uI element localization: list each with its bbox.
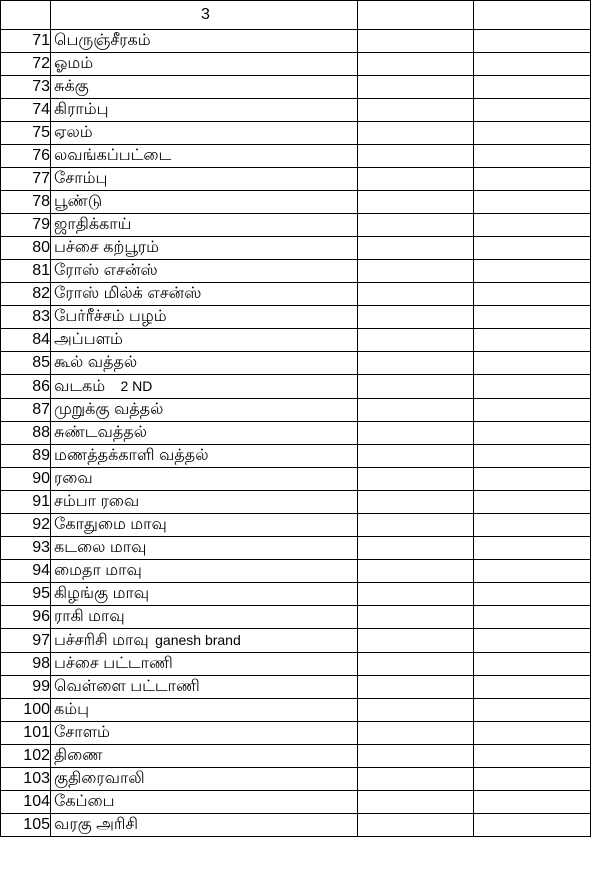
item-name-cell[interactable] — [51, 699, 358, 722]
item-name-cell[interactable] — [51, 99, 358, 122]
row-number-cell[interactable]: 71 — [1, 30, 51, 53]
empty-cell[interactable] — [474, 399, 591, 422]
item-name-cell[interactable] — [51, 583, 358, 606]
empty-cell[interactable] — [474, 699, 591, 722]
item-name-cell[interactable] — [51, 283, 358, 306]
item-name-cell[interactable] — [51, 237, 358, 260]
item-name-cell[interactable] — [51, 653, 358, 676]
table-row — [1, 30, 591, 53]
empty-cell[interactable] — [474, 422, 591, 445]
empty-cell[interactable] — [358, 653, 474, 676]
row-number-cell[interactable]: 88 — [1, 422, 51, 445]
row-number-cell[interactable]: 89 — [1, 445, 51, 468]
row-number-cell[interactable]: 91 — [1, 491, 51, 514]
table-row — [1, 445, 591, 468]
row-number-cell[interactable]: 80 — [1, 237, 51, 260]
item-name-cell[interactable] — [51, 122, 358, 145]
table-row — [1, 583, 591, 606]
row-number-cell[interactable]: 95 — [1, 583, 51, 606]
item-name: குதிரைவாலி — [54, 770, 145, 787]
empty-cell[interactable] — [474, 514, 591, 537]
row-number-cell[interactable]: 73 — [1, 76, 51, 99]
item-name: முறுக்கு வத்தல் — [54, 401, 164, 418]
empty-cell[interactable] — [474, 283, 591, 306]
empty-cell[interactable] — [358, 283, 474, 306]
empty-cell[interactable] — [474, 537, 591, 560]
table-row — [1, 491, 591, 514]
item-name: வெள்ளை பட்டாணி — [54, 678, 200, 695]
item-name: ரவை — [54, 470, 93, 487]
item-name-cell[interactable] — [51, 191, 358, 214]
empty-cell[interactable] — [358, 814, 474, 837]
empty-cell[interactable] — [474, 606, 591, 629]
table-row — [1, 99, 591, 122]
item-name-cell[interactable] — [51, 168, 358, 191]
row-number-cell[interactable]: 92 — [1, 514, 51, 537]
item-name: பச்சை பட்டாணி — [54, 655, 173, 672]
item-name-cell[interactable] — [51, 791, 358, 814]
item-name-cell[interactable] — [51, 30, 358, 53]
empty-cell[interactable] — [358, 375, 474, 399]
table-row — [1, 606, 591, 629]
item-name: ஓமம் — [54, 55, 94, 72]
header-cell-empty[interactable] — [358, 1, 474, 30]
empty-cell[interactable] — [358, 260, 474, 283]
sheet-body — [1, 1, 591, 837]
item-name: திணை — [54, 747, 103, 764]
empty-cell[interactable] — [358, 606, 474, 629]
item-name: அப்பளம் — [54, 331, 123, 348]
row-number-cell[interactable]: 76 — [1, 145, 51, 168]
row-number-cell[interactable]: 79 — [1, 214, 51, 237]
table-row — [1, 422, 591, 445]
item-name: பெருஞ்சீரகம் — [54, 32, 151, 49]
empty-cell[interactable] — [358, 30, 474, 53]
empty-cell[interactable] — [358, 768, 474, 791]
empty-cell[interactable] — [358, 122, 474, 145]
row-number-cell[interactable]: 87 — [1, 399, 51, 422]
item-name: கடலை மாவு — [54, 539, 147, 556]
item-name-cell[interactable] — [51, 468, 358, 491]
header-cell-empty[interactable] — [474, 1, 591, 30]
empty-cell[interactable] — [474, 629, 591, 653]
table-row — [1, 468, 591, 491]
table-row — [1, 260, 591, 283]
empty-cell[interactable] — [474, 329, 591, 352]
empty-cell[interactable] — [358, 468, 474, 491]
item-name: பேர்ரீச்சம் பழம் — [54, 308, 167, 325]
item-name-cell[interactable] — [51, 260, 358, 283]
item-name: கோதுமை மாவு — [54, 516, 167, 533]
empty-cell[interactable] — [474, 260, 591, 283]
row-number-cell[interactable]: 103 — [1, 768, 51, 791]
table-row — [1, 352, 591, 375]
empty-cell[interactable] — [474, 122, 591, 145]
table-row — [1, 699, 591, 722]
item-name: ராகி மாவு — [54, 608, 125, 625]
item-name-cell[interactable] — [51, 329, 358, 352]
item-name-cell[interactable] — [51, 722, 358, 745]
table-row — [1, 53, 591, 76]
item-name: ஜாதிக்காய் — [54, 216, 132, 233]
item-name-cell[interactable] — [51, 514, 358, 537]
row-number-cell[interactable]: 74 — [1, 99, 51, 122]
empty-cell[interactable] — [474, 653, 591, 676]
item-name: ரோஸ் எசன்ஸ் — [54, 262, 158, 279]
item-name-cell[interactable] — [51, 399, 358, 422]
table-row — [1, 560, 591, 583]
table-row — [1, 676, 591, 699]
item-name: வடகம் — [54, 378, 106, 395]
item-name-cell[interactable] — [51, 352, 358, 375]
table-row — [1, 791, 591, 814]
item-name-suffix: 2 ND — [120, 378, 153, 394]
item-name: மைதா மாவு — [54, 562, 142, 579]
table-row — [1, 306, 591, 329]
row-number-cell[interactable]: 102 — [1, 745, 51, 768]
table-row — [1, 237, 591, 260]
empty-cell[interactable] — [358, 214, 474, 237]
empty-cell[interactable] — [358, 514, 474, 537]
row-number-cell[interactable]: 72 — [1, 53, 51, 76]
empty-cell[interactable] — [358, 329, 474, 352]
item-name-cell[interactable] — [51, 445, 358, 468]
item-name-cell[interactable] — [51, 745, 358, 768]
empty-cell[interactable] — [474, 445, 591, 468]
item-name: ஏலம் — [54, 124, 93, 141]
item-name: சோம்பு — [54, 170, 108, 187]
item-name-cell[interactable] — [51, 214, 358, 237]
empty-cell[interactable] — [358, 491, 474, 514]
empty-cell[interactable] — [474, 583, 591, 606]
empty-cell[interactable] — [474, 145, 591, 168]
empty-cell[interactable] — [474, 352, 591, 375]
table-row — [1, 722, 591, 745]
empty-cell[interactable] — [358, 583, 474, 606]
empty-cell[interactable] — [358, 237, 474, 260]
header-row — [1, 1, 591, 30]
table-row — [1, 283, 591, 306]
empty-cell[interactable] — [474, 468, 591, 491]
empty-cell[interactable] — [358, 145, 474, 168]
empty-cell[interactable] — [358, 745, 474, 768]
row-number-cell[interactable]: 86 — [1, 375, 51, 399]
item-name: பச்சை கற்பூரம் — [54, 239, 160, 256]
item-name: பூண்டு — [54, 193, 103, 210]
empty-cell[interactable] — [474, 76, 591, 99]
item-name-cell[interactable] — [51, 53, 358, 76]
table-row — [1, 375, 591, 399]
item-name-cell[interactable] — [51, 676, 358, 699]
empty-cell[interactable] — [474, 745, 591, 768]
item-name-cell[interactable] — [51, 629, 358, 653]
empty-cell[interactable] — [358, 99, 474, 122]
row-number-cell[interactable]: 98 — [1, 653, 51, 676]
empty-cell[interactable] — [358, 676, 474, 699]
header-cell-title[interactable]: 3 — [51, 1, 358, 30]
item-name: ரோஸ் மில்க் எசன்ஸ் — [54, 285, 202, 302]
empty-cell[interactable] — [358, 352, 474, 375]
item-name-suffix: ganesh brand — [155, 632, 241, 648]
item-name-cell[interactable] — [51, 537, 358, 560]
row-number-cell[interactable]: 100 — [1, 699, 51, 722]
table-row — [1, 329, 591, 352]
table-row — [1, 814, 591, 837]
table-row — [1, 653, 591, 676]
empty-cell[interactable] — [358, 629, 474, 653]
row-number-cell[interactable]: 97 — [1, 629, 51, 653]
item-name-cell[interactable] — [51, 814, 358, 837]
item-name-cell[interactable] — [51, 491, 358, 514]
item-name-cell[interactable] — [51, 606, 358, 629]
table-row — [1, 214, 591, 237]
empty-cell[interactable] — [358, 722, 474, 745]
row-number-cell[interactable]: 77 — [1, 168, 51, 191]
empty-cell[interactable] — [474, 722, 591, 745]
row-number-cell[interactable]: 105 — [1, 814, 51, 837]
item-name-cell[interactable] — [51, 375, 358, 399]
item-name: சுக்கு — [54, 78, 89, 95]
row-number-cell[interactable]: 75 — [1, 122, 51, 145]
empty-cell[interactable] — [358, 306, 474, 329]
table-row — [1, 629, 591, 653]
empty-cell[interactable] — [474, 99, 591, 122]
row-number-cell[interactable]: 84 — [1, 329, 51, 352]
item-name-cell[interactable] — [51, 560, 358, 583]
table-row — [1, 514, 591, 537]
item-name: பச்சரிசி மாவு — [54, 632, 149, 649]
table-row — [1, 768, 591, 791]
empty-cell[interactable] — [474, 375, 591, 399]
empty-cell[interactable] — [358, 422, 474, 445]
item-name: கிராம்பு — [54, 101, 109, 118]
item-name: சம்பா ரவை — [54, 493, 140, 510]
empty-cell[interactable] — [474, 214, 591, 237]
empty-cell[interactable] — [358, 399, 474, 422]
row-number-cell[interactable]: 104 — [1, 791, 51, 814]
empty-cell[interactable] — [474, 306, 591, 329]
empty-cell[interactable] — [474, 30, 591, 53]
empty-cell[interactable] — [358, 791, 474, 814]
table-row — [1, 122, 591, 145]
item-name: கூல் வத்தல் — [54, 354, 138, 371]
row-number-cell[interactable]: 93 — [1, 537, 51, 560]
empty-cell[interactable] — [474, 191, 591, 214]
item-name-cell[interactable] — [51, 422, 358, 445]
item-name: வரகு அரிசி — [54, 816, 138, 833]
row-number-cell[interactable]: 78 — [1, 191, 51, 214]
empty-cell[interactable] — [358, 168, 474, 191]
row-number-cell[interactable]: 81 — [1, 260, 51, 283]
empty-cell[interactable] — [358, 560, 474, 583]
table-row — [1, 537, 591, 560]
empty-cell[interactable] — [358, 53, 474, 76]
empty-cell[interactable] — [474, 560, 591, 583]
empty-cell[interactable] — [474, 237, 591, 260]
item-name: மணத்தக்காளி வத்தல் — [54, 447, 209, 464]
item-name: சோளம் — [54, 724, 110, 741]
empty-cell[interactable] — [358, 445, 474, 468]
empty-cell[interactable] — [358, 699, 474, 722]
empty-cell[interactable] — [474, 676, 591, 699]
empty-cell[interactable] — [474, 491, 591, 514]
row-number-cell[interactable]: 85 — [1, 352, 51, 375]
row-number-cell[interactable]: 83 — [1, 306, 51, 329]
empty-cell[interactable] — [474, 168, 591, 191]
table-row — [1, 399, 591, 422]
row-number-cell[interactable]: 94 — [1, 560, 51, 583]
item-name: சுண்டவத்தல் — [54, 424, 147, 441]
row-number-cell[interactable]: 96 — [1, 606, 51, 629]
empty-cell[interactable] — [358, 191, 474, 214]
table-row — [1, 76, 591, 99]
item-name-cell[interactable] — [51, 768, 358, 791]
empty-cell[interactable] — [474, 768, 591, 791]
empty-cell[interactable] — [474, 791, 591, 814]
header-cell-number[interactable] — [1, 1, 51, 30]
table-row — [1, 168, 591, 191]
item-name-cell[interactable] — [51, 76, 358, 99]
table-row — [1, 191, 591, 214]
table-row — [1, 145, 591, 168]
row-number-cell[interactable]: 82 — [1, 283, 51, 306]
item-name: கேப்பை — [54, 793, 115, 810]
empty-cell[interactable] — [358, 537, 474, 560]
row-number-cell[interactable]: 99 — [1, 676, 51, 699]
empty-cell[interactable] — [358, 76, 474, 99]
empty-cell[interactable] — [474, 53, 591, 76]
item-name-cell[interactable] — [51, 306, 358, 329]
table-row — [1, 745, 591, 768]
row-number-cell[interactable]: 90 — [1, 468, 51, 491]
item-name: லவங்கப்பட்டை — [54, 147, 172, 164]
row-number-cell[interactable]: 101 — [1, 722, 51, 745]
empty-cell[interactable] — [474, 814, 591, 837]
item-name: கம்பு — [54, 701, 90, 718]
item-name-cell[interactable] — [51, 145, 358, 168]
item-name: கிழங்கு மாவு — [54, 585, 150, 602]
